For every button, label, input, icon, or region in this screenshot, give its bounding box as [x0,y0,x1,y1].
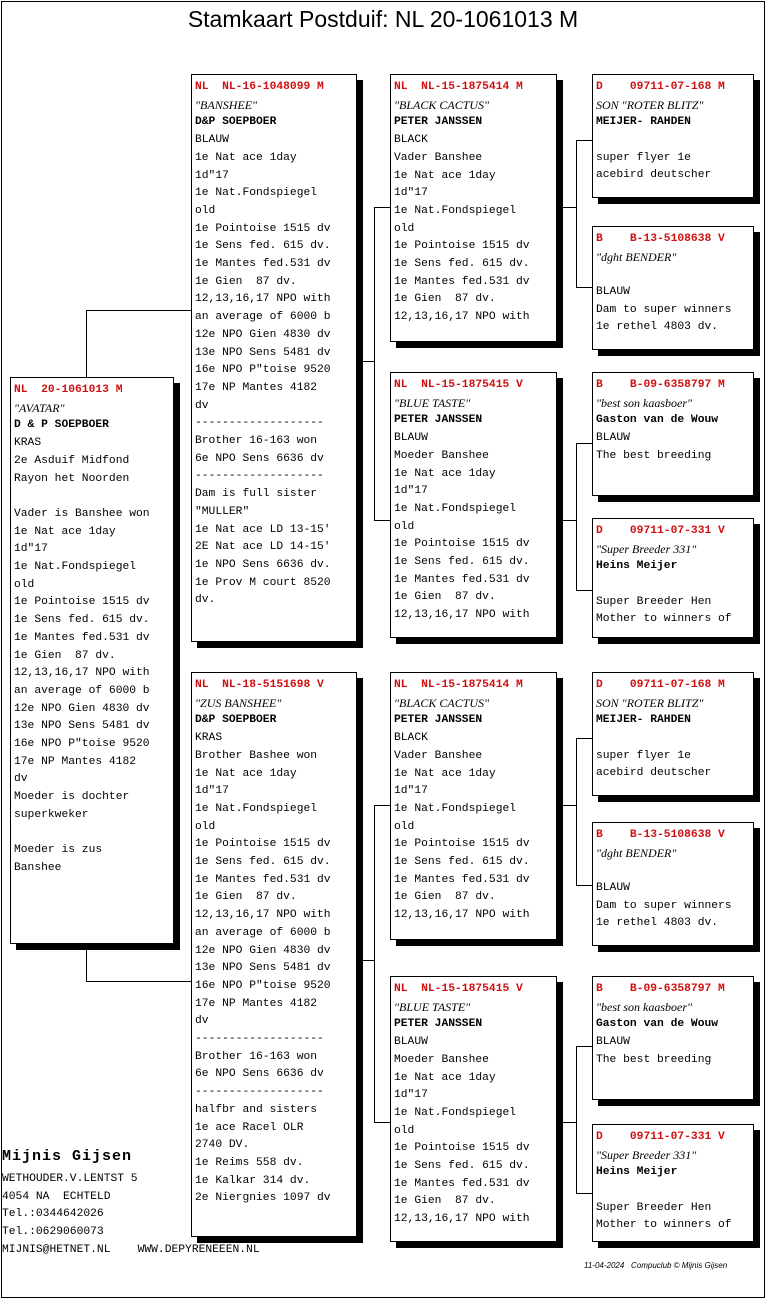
pedigree-text-line: 1e Gien 87 dv. [195,275,297,288]
breeder-name: PETER JANSSEN [394,116,483,129]
footer-credit: 11-04-2024 Compuclub © Mijnis Gijsen [584,1261,728,1270]
breeder-name: D & P SOEPBOER [14,419,109,432]
pigeon-name: "BLACK CACTUS" [394,695,490,710]
pedigree-text-line: acebird deutscher [596,169,712,182]
breeder-name: Gaston van de Wouw [596,414,719,427]
pedigree-text-line: 1e Nat ace 1day [195,767,297,780]
pedigree-text-line: "MULLER" [195,505,250,518]
pedigree-text-line: BLACK [394,134,428,147]
ring-number: NL NL-15-1875415 V [394,983,523,995]
pigeon-card-mm-father[interactable] [592,976,754,1100]
connector-line [576,885,592,886]
pigeon-card-father[interactable] [191,74,357,642]
pedigree-text-line: 16e NPO P"toise 9520 [195,979,331,992]
connector-line [86,310,192,311]
pedigree-text-line: 12e NPO Gien 4830 dv [14,702,150,715]
pedigree-text-line: super flyer 1e [596,151,691,164]
breeder-name: D&P SOEPBOER [195,714,277,727]
pedigree-text-line: 1e Sens fed. 615 dv. [394,1160,530,1173]
pigeon-name: "BANSHEE" [195,97,258,112]
pedigree-text-line: 1d"17 [195,169,229,182]
pedigree-text-line: 1e Nat.Fondspiegel [394,502,517,515]
pedigree-text-line: an average of 6000 b [14,684,150,697]
connector-line [374,207,375,521]
pigeon-name: "best son kaasboer" [596,999,693,1014]
connector-line [374,805,375,1123]
pedigree-text-line: 1e Mantes fed.531 dv [394,1177,530,1190]
pedigree-text-line: BLACK [394,732,428,745]
pedigree-text-line: 17e NP Mantes 4182 [195,997,318,1010]
pedigree-text-line: dv [14,773,28,786]
pedigree-text-line: 1e Pointoise 1515 dv [394,1142,530,1155]
ring-number: NL NL-15-1875414 M [394,679,523,691]
pedigree-text-line: 1e Sens fed. 615 dv. [394,258,530,271]
ring-number: B B-09-6358797 M [596,983,725,995]
ring-number: NL NL-16-1048099 M [195,81,324,93]
pigeon-name: "dght BENDER" [596,249,677,264]
pedigree-text-line: 1e Gien 87 dv. [394,1195,496,1208]
pedigree-text-line: 1e Sens fed. 615 dv. [14,614,150,627]
pedigree-text-line: halfbr and sisters [195,1103,318,1116]
pedigree-text-line: BLAUW [596,432,630,445]
pedigree-text-line: an average of 6000 b [195,311,331,324]
pedigree-text-line: 12,13,16,17 NPO with [394,1213,530,1226]
pedigree-text-line: 1e Pointoise 1515 dv [394,538,530,551]
breeder-name: MEIJER- RAHDEN [596,714,691,727]
ring-number: D 09711-07-168 M [596,81,725,93]
pedigree-text-line: 12e NPO Gien 4830 dv [195,944,331,957]
pedigree-text-line: acebird deutscher [596,767,712,780]
pedigree-text-line: 1e Mantes fed.531 dv [195,258,331,271]
connector-line [86,310,87,378]
pigeon-card-ff-father[interactable] [592,74,754,198]
pedigree-text-line: 6e NPO Sens 6636 dv [195,452,324,465]
page-title: Stamkaart Postduif: NL 20-1061013 M [187,6,579,32]
connector-line [374,1122,390,1123]
pigeon-name: "best son kaasboer" [596,395,693,410]
pigeon-name: "BLUE TASTE" [394,395,471,410]
connector-line [576,590,592,591]
pedigree-text-line: BLAUW [394,1036,428,1049]
pedigree-text-line: 1e Prov M court 8520 [195,576,331,589]
pedigree-text-line: 1e Pointoise 1515 dv [394,240,530,253]
pedigree-text-line: The best breeding [596,449,712,462]
pedigree-text-line: dv [195,399,209,412]
pedigree-text-line: 1d"17 [394,187,428,200]
pedigree-text-line: 13e NPO Sens 5481 dv [195,346,331,359]
pedigree-text-line: Brother 16-163 won [195,435,318,448]
pedigree-text-line: old [14,578,35,591]
pedigree-text-line [14,825,171,843]
pedigree-text-line: 1e Nat.Fondspiegel [394,802,517,815]
pedigree-text-line: 2e Niergnies 1097 dv [195,1192,331,1205]
ring-number: NL NL-15-1875415 V [394,379,523,391]
pigeon-name: "dght BENDER" [596,845,677,860]
owner-email-website: MIJNIS@HETNET.NL WWW.DEPYRENEEEN.NL [2,1243,260,1256]
connector-line [576,443,592,444]
pedigree-text-line [596,862,751,880]
pedigree-text-line: 17e NP Mantes 4182 [195,381,318,394]
pedigree-text-line: 1e Mantes fed.531 dv [394,873,530,886]
pedigree-text-line: 1e Gien 87 dv. [394,591,496,604]
ring-number: D 09711-07-331 V [596,525,725,537]
pigeon-card-mm-mother[interactable] [592,1124,754,1242]
pigeon-card-mother-mother[interactable] [390,976,557,1242]
connector-line [557,207,576,208]
pedigree-text-line: BLAUW [195,134,229,147]
ring-number: D 09711-07-331 V [596,1131,725,1143]
pedigree-text-line: 1e Gien 87 dv. [394,293,496,306]
pedigree-text-line: 1e Sens fed. 615 dv. [394,856,530,869]
owner-block [2,1146,292,1260]
pedigree-text-line: 1e Nat ace 1day [14,525,116,538]
pedigree-text-line: 1e Gien 87 dv. [14,649,116,662]
pedigree-text-line: 2e Asduif Midfond [14,454,130,467]
ring-number: NL NL-15-1875414 M [394,81,523,93]
pedigree-text-line [596,266,751,284]
pedigree-text-line: 1e Mantes fed.531 dv [195,873,331,886]
pedigree-text-line: super flyer 1e [596,749,691,762]
pigeon-name: "AVATAR" [14,400,65,415]
pedigree-text-line: dv [195,1015,209,1028]
pigeon-name: "Super Breeder 331" [596,1147,697,1162]
connector-line [557,805,576,806]
breeder-name: PETER JANSSEN [394,714,483,727]
pedigree-text-line: Super Breeder Hen [596,595,712,608]
pigeon-card-fm-father[interactable] [592,372,754,496]
breeder-name: Gaston van de Wouw [596,1018,719,1031]
connector-line [576,443,577,591]
pedigree-text-line: 1e Nat ace 1day [394,767,496,780]
pedigree-text-line [14,488,171,506]
ring-number: NL NL-18-5151698 V [195,679,324,691]
pedigree-text-line: 1e Mantes fed.531 dv [14,631,150,644]
pedigree-text-line: 1d"17 [394,785,428,798]
owner-address: WETHOUDER.V.LENTST 5 [2,1173,138,1185]
pedigree-text-line: old [394,820,415,833]
pedigree-text-line: 12,13,16,17 NPO with [394,909,530,922]
pedigree-text-line: BLAUW [596,1036,630,1049]
pedigree-text-line: Dam to super winners [596,303,732,316]
pigeon-name: "Super Breeder 331" [596,541,697,556]
pedigree-text-line: Super Breeder Hen [596,1201,712,1214]
pedigree-text-line: 1e Nat.Fondspiegel [195,802,318,815]
pedigree-text-line: Rayon het Noorden [14,472,130,485]
pedigree-text-line: 13e NPO Sens 5481 dv [195,962,331,975]
pigeon-card-father-father[interactable] [390,74,557,342]
pedigree-text-line: BLAUW [596,882,630,895]
pedigree-text-line: old [394,520,415,533]
pedigree-text-line: ------------------- [195,1086,324,1099]
pedigree-text-line: 2E Nat ace LD 14-15' [195,541,331,554]
pedigree-text-line: 1e Nat ace 1day [195,151,297,164]
pedigree-text-line: Moeder is dochter [14,791,130,804]
pedigree-text-line: 1e NPO Sens 6636 dv. [195,558,331,571]
pedigree-text-line: 1e Mantes fed.531 dv [394,275,530,288]
pedigree-text-line: 1e Sens fed. 615 dv. [195,856,331,869]
pigeon-card-ff-mother[interactable] [592,226,754,350]
pedigree-text-line: 1e Gien 87 dv. [394,891,496,904]
ring-number: B B-13-5108638 V [596,829,725,841]
pedigree-text-line: 1e Nat.Fondspiegel [394,1106,517,1119]
pigeon-name: "BLACK CACTUS" [394,97,490,112]
breeder-name: PETER JANSSEN [394,414,483,427]
pedigree-text-line: 1e rethel 4803 dv. [596,917,719,930]
pedigree-text-line: Vader Banshee [394,749,483,762]
pedigree-text-line: Moeder is zus [14,844,103,857]
connector-line [576,287,592,288]
pedigree-text-line: Vader Banshee [394,151,483,164]
pedigree-text-line: 1e Pointoise 1515 dv [195,838,331,851]
connector-line [557,1122,576,1123]
pedigree-text-line: 1e Kalkar 314 dv. [195,1174,311,1187]
pedigree-text-line: 1e ace Racel OLR [195,1121,304,1134]
pedigree-text-line: Mother to winners of [596,1219,732,1232]
pigeon-card-fm-mother[interactable] [592,518,754,638]
connector-line [357,361,374,362]
pedigree-text-line: old [195,204,216,217]
pigeon-card-subject[interactable] [10,377,174,944]
connector-line [576,738,577,886]
pedigree-text-line: 12,13,16,17 NPO with [394,311,530,324]
connector-line [576,1193,592,1194]
pigeon-card-mf-mother[interactable] [592,822,754,946]
connector-line [357,960,374,961]
pedigree-text-line [596,132,751,150]
pedigree-text-line: 1e Pointoise 1515 dv [394,838,530,851]
owner-name: Mijnis Gijsen [2,1148,133,1165]
pigeon-name: SON "ROTER BLITZ" [596,97,704,112]
owner-phone: Tel.:0344642026 [2,1208,104,1221]
pedigree-text-line: 12e NPO Gien 4830 dv [195,328,331,341]
pigeon-card-father-mother[interactable] [390,372,557,638]
pedigree-text-line: 1e Gien 87 dv. [195,891,297,904]
connector-line [86,981,192,982]
pedigree-text-line: Vader is Banshee won [14,507,150,520]
connector-line [576,1046,592,1047]
pedigree-text-line: 1d"17 [394,485,428,498]
pedigree-text-line: Dam is full sister [195,488,318,501]
pedigree-text-line: BLAUW [394,432,428,445]
pedigree-text-line: 1e Nat ace LD 13-15' [195,523,331,536]
owner-mobile: Tel.:0629060073 [2,1226,104,1239]
pedigree-text-line: 1d"17 [195,785,229,798]
pedigree-text-line: 17e NP Mantes 4182 [14,755,137,768]
connector-line [374,520,390,521]
pedigree-text-line: 1e Sens fed. 615 dv. [394,556,530,569]
pigeon-name: "BLUE TASTE" [394,999,471,1014]
pedigree-text-line: Moeder Banshee [394,1053,489,1066]
pedigree-text-line: Dam to super winners [596,899,732,912]
pedigree-text-line: old [394,1124,415,1137]
pedigree-text-line: 1e Nat ace 1day [394,467,496,480]
pedigree-text-line: 12,13,16,17 NPO with [195,293,331,306]
pedigree-text-line: 1e Pointoise 1515 dv [14,596,150,609]
connector-line [557,520,576,521]
pedigree-text-line [596,730,751,748]
pedigree-text-line: 1e Nat.Fondspiegel [195,187,318,200]
pedigree-text-line: Mother to winners of [596,613,732,626]
pedigree-text-line: an average of 6000 b [195,926,331,939]
ring-number: NL 20-1061013 M [14,384,123,396]
pedigree-text-line: Banshee [14,861,62,874]
pedigree-text-line [596,576,751,594]
connector-line [576,140,577,288]
pedigree-text-line: 6e NPO Sens 6636 dv [195,1068,324,1081]
pedigree-text-line: 1e Nat.Fondspiegel [14,561,137,573]
ring-number: B B-09-6358797 M [596,379,725,391]
pedigree-text-line: 1e Nat.Fondspiegel [394,204,517,217]
ring-number: D 09711-07-168 M [596,679,725,691]
pedigree-text-line: BLAUW [596,286,630,299]
pedigree-text-line: 1e Pointoise 1515 dv [195,222,331,235]
pedigree-text-line: 1e rethel 4803 dv. [596,321,719,334]
connector-line [374,207,390,208]
connector-line [576,738,592,739]
owner-postcode: 4054 NA ECHTELD [2,1190,111,1203]
pedigree-text-line: ------------------- [195,417,324,430]
pedigree-text-line: Moeder Banshee [394,449,489,462]
connector-line [86,943,87,981]
pigeon-card-mf-father[interactable] [592,672,754,796]
connector-line [576,1046,577,1194]
pedigree-text-line: 12,13,16,17 NPO with [14,667,150,680]
breeder-name: D&P SOEPBOER [195,116,277,129]
breeder-name: MEIJER- RAHDEN [596,116,691,129]
pedigree-text-line: dv. [195,594,216,607]
ring-number: B B-13-5108638 V [596,233,725,245]
pedigree-text-line: Brother Bashee won [195,749,318,762]
pedigree-text-line: Brother 16-163 won [195,1050,318,1063]
pedigree-text-line: The best breeding [596,1053,712,1066]
pedigree-text-line: 13e NPO Sens 5481 dv [14,720,150,733]
pigeon-name: SON "ROTER BLITZ" [596,695,704,710]
pedigree-text-line: old [394,222,415,235]
pedigree-text-line: 1e Mantes fed.531 dv [394,573,530,586]
pedigree-text-line: ------------------- [195,1033,324,1046]
pedigree-text-line: 1d"17 [394,1089,428,1102]
pedigree-text-line: old [195,820,216,833]
pedigree-text-line: 1d"17 [14,543,48,556]
pedigree-text-line: 12,13,16,17 NPO with [195,909,331,922]
pigeon-name: "ZUS BANSHEE" [195,695,282,710]
pedigree-text-line: 2740 DV. [195,1139,250,1152]
pigeon-card-mother-father[interactable] [390,672,557,940]
pedigree-text-line: 1e Sens fed. 615 dv. [195,240,331,253]
pedigree-text-line: 1e Reims 558 dv. [195,1156,304,1169]
pedigree-text-line: KRAS [195,732,223,745]
breeder-name: Heins Meijer [596,1166,678,1179]
pedigree-text-line: 1e Nat ace 1day [394,1071,496,1084]
pedigree-text-line: ------------------- [195,470,324,483]
pedigree-text-line: 16e NPO P"toise 9520 [14,738,150,751]
pedigree-text-line: KRAS [14,437,42,450]
pedigree-text-line: 12,13,16,17 NPO with [394,609,530,622]
pedigree-text-line [596,1182,751,1200]
pedigree-text-line: superkweker [14,808,89,821]
connector-line [576,140,592,141]
connector-line [374,805,390,806]
pedigree-text-line: 16e NPO P"toise 9520 [195,364,331,377]
breeder-name: PETER JANSSEN [394,1018,483,1031]
pedigree-text-line: 1e Nat ace 1day [394,169,496,182]
breeder-name: Heins Meijer [596,560,678,573]
